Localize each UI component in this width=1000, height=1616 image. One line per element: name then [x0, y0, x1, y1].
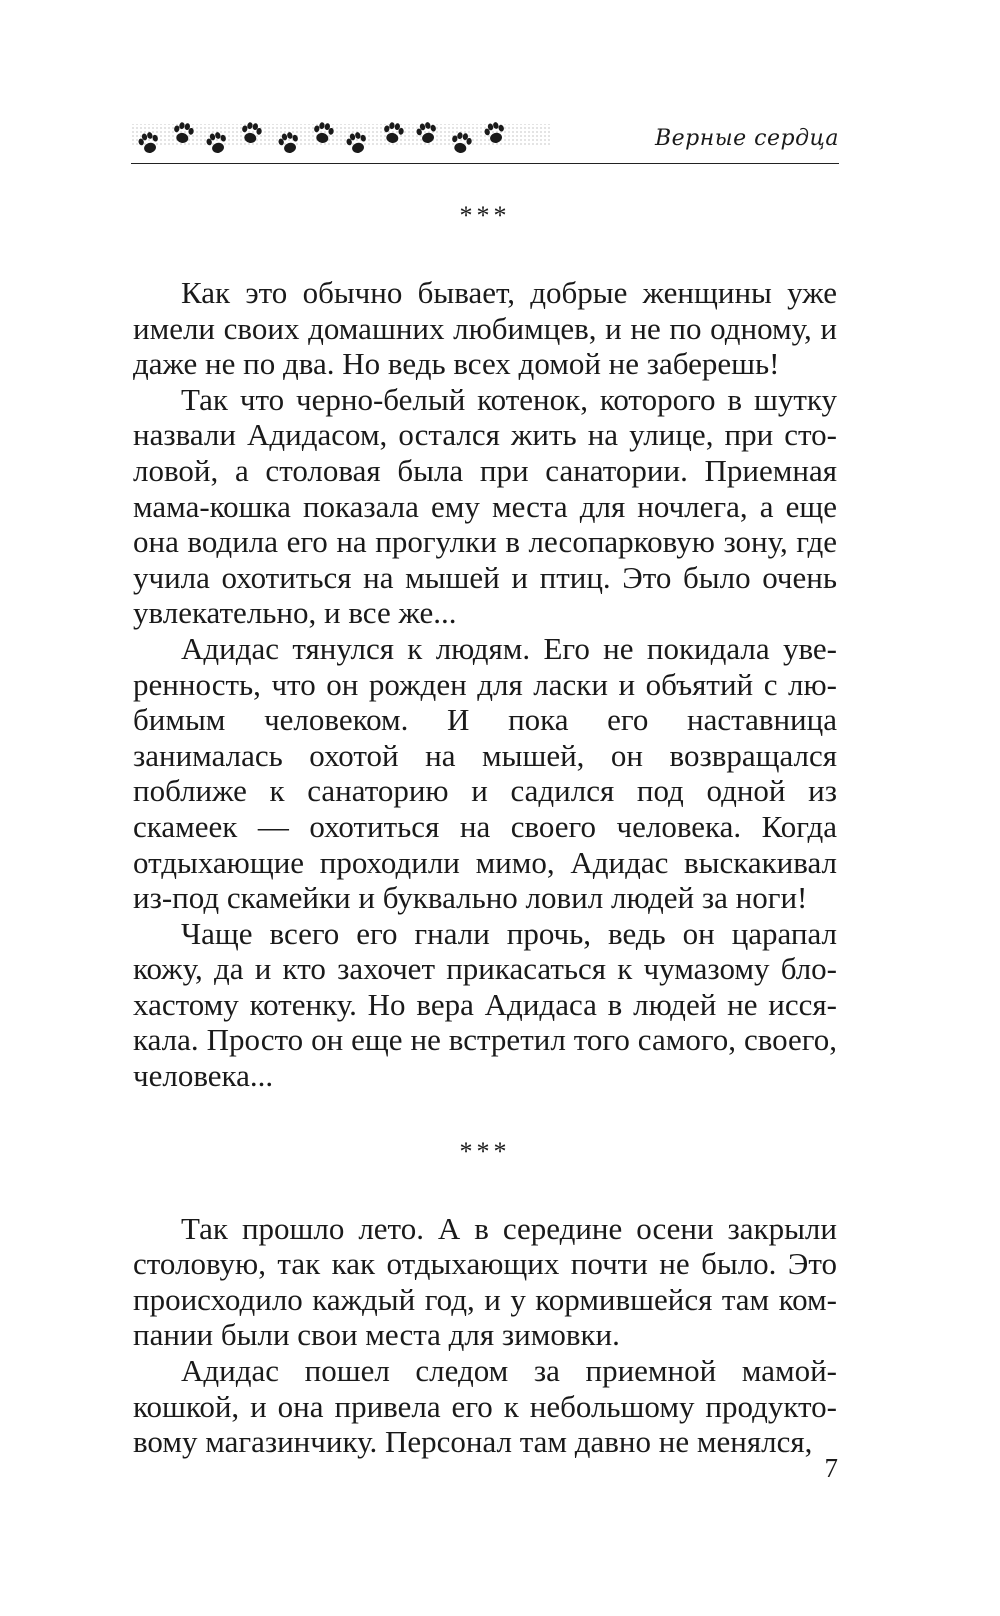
page-number: 7 [824, 1453, 838, 1483]
paragraph: Как это обычно бывает, добрые женщины уже имели своих домашних любимцев, и не по одному, и даже не по два. Но ведь всех домой не заберешь! [133, 275, 837, 382]
paragraph: Так что черно-белый котенок, которого в шутку назвали Адидасом, остался жить на улице, при столовой, а столовая была при санатории. Приемная мама-кошка показала ему места для ночлега, а еще она водила его на прогулки в лесопарковую зону, где учила охотиться на мышей и птиц. Это было очень увлекательно, и все же... [133, 381, 837, 631]
section-separator: *** [459, 1136, 511, 1166]
page-body [133, 198, 837, 1460]
paragraph: Адидас пошел следом за приемной мамой-кошкой, и она привела его к небольшому продуктовому магазинчику. Персонал там давно не менялся, [133, 1353, 837, 1460]
paragraph: Так прошло лето. А в середине осени закрыли столовую, так как отдыхающих почти не было. Это происходило каждый год, и у кормившейся там компании были свои места для зимовки. [133, 1210, 837, 1353]
paragraph: Адидас тянулся к людям. Его не покидала уверенность, что он рожден для ласки и объятий с любимым человеком. И пока его наставница занималась охотой на мышей, он возвращался поближе к санаторию и садился под одной из скамеек — охотиться на своего человека. Когда отдыхающие проходили мимо, Адидас выскакивал из-под скамейки и буквально ловил людей за ноги! [133, 630, 837, 916]
paw-print-icon [131, 118, 551, 158]
running-header-title: Верные сердца [654, 126, 839, 151]
header-divider [131, 163, 839, 164]
section-separator: *** [459, 201, 511, 230]
paragraph: Чаще всего его гнали прочь, ведь он царапал кожу, да и кто захочет прикасаться к чумазому блохастому котенку. Но вера Адидаса в людей не иссякала. Просто он еще не встретил того самого, своего, человека... [133, 915, 837, 1094]
running-header [131, 118, 839, 164]
